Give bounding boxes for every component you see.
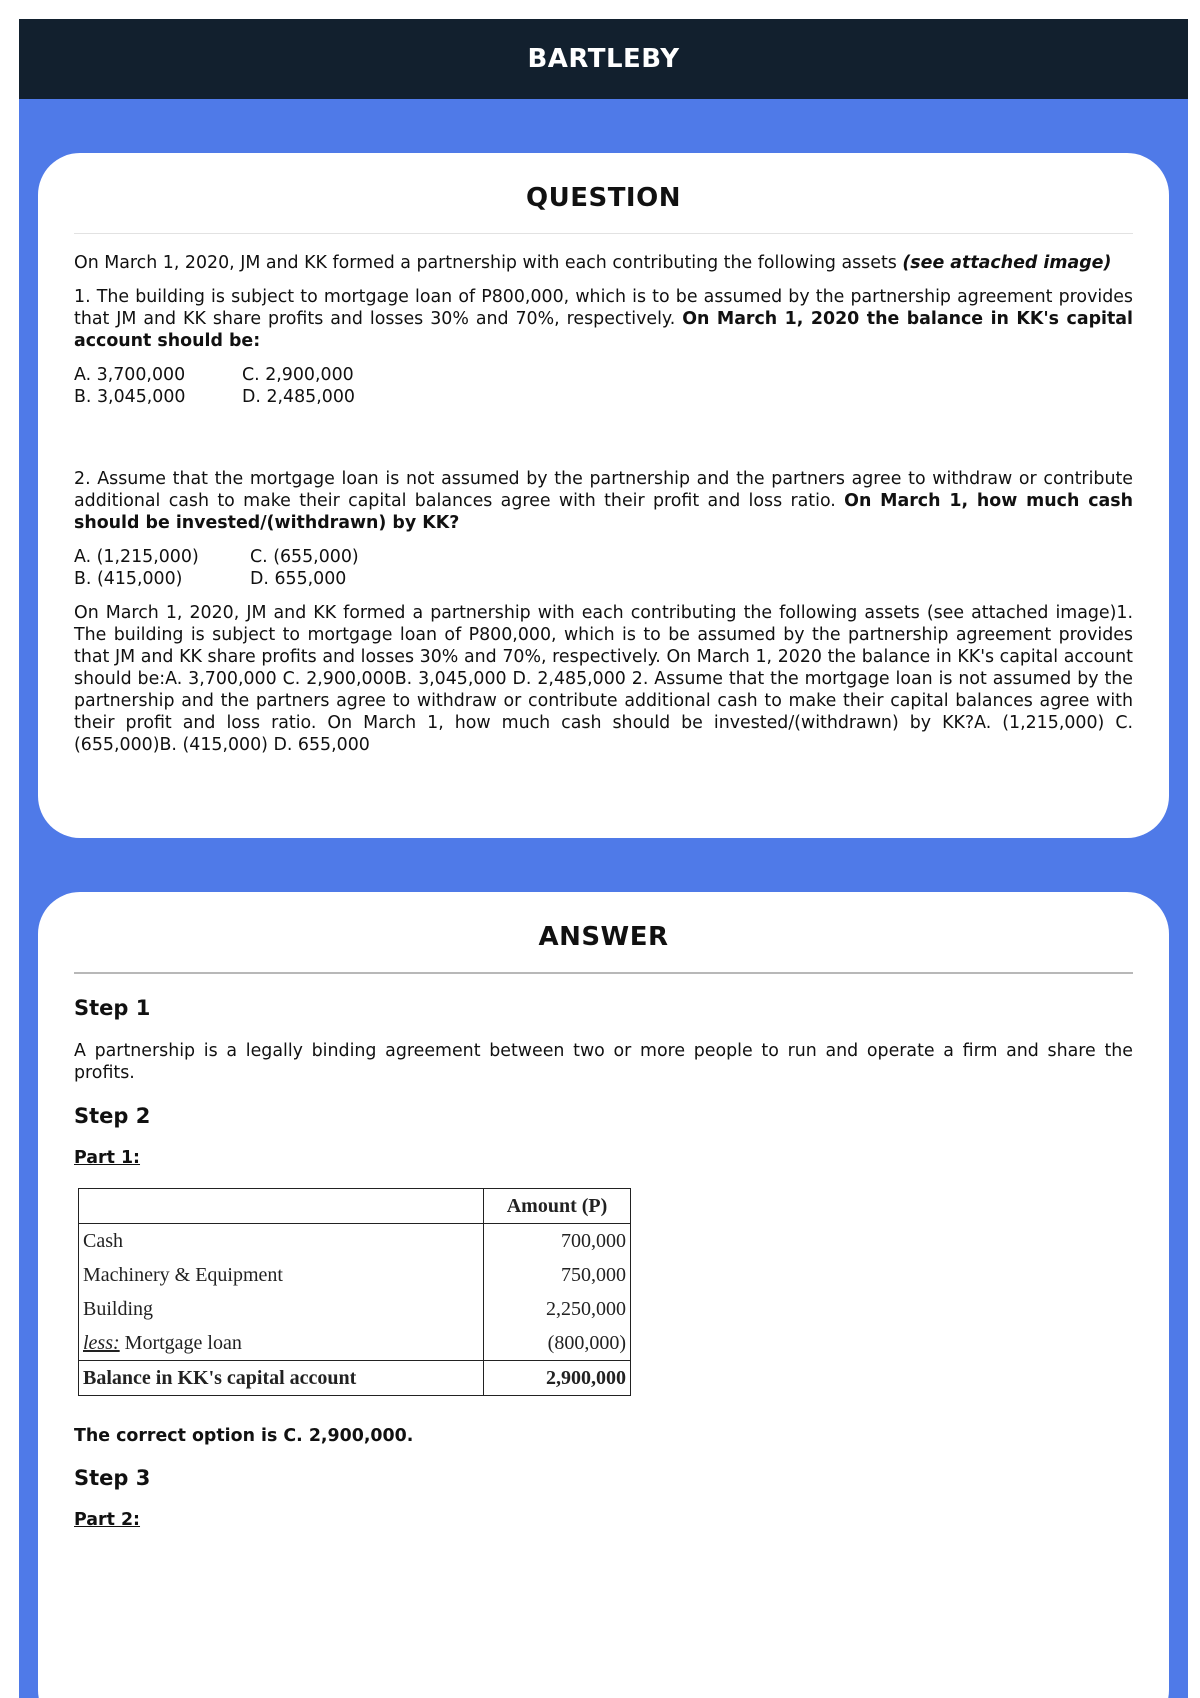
question-divider	[74, 233, 1133, 234]
question-2-prompt: On March 1, how much cash should be invested/(withdrawn) by KK?	[74, 491, 1134, 533]
row-amount: 700,000	[484, 1224, 631, 1259]
page-frame	[19, 19, 1188, 1698]
question-2-options	[74, 546, 1133, 590]
total-label: Balance in KK's capital account	[79, 1361, 484, 1396]
row-label: Building	[79, 1292, 484, 1326]
question-title: QUESTION	[526, 183, 681, 213]
row-label	[79, 1326, 484, 1361]
question-2	[74, 468, 1133, 534]
option: A. 3,700,000	[74, 365, 186, 385]
question-full-text: On March 1, 2020, JM and KK formed a partnership with each contributing the following assets (see attached image)1. The building is subject to mortgage loan of P800,000, which is to be assumed by the partnership agreement provides that JM and KK share profits and losses 30% and 70%, respectively. On March 1, 2020 the balance in KK's capital account should be:A. 3,700,000 C. 2,900,000B. 3,045,000 D. 2,485,000 2. Assume that the mortgage loan is not assumed by the partnership and the partners agree to withdraw or contribute additional cash to make their capital balances agree with their profit and loss ratio. On March 1, how much cash should be invested/(withdrawn) by KK?A. (1,215,000) C. (655,000)B. (415,000) D. 655,000	[74, 603, 1133, 755]
site-header	[19, 19, 1188, 99]
step-1-heading: Step 1	[74, 996, 151, 1020]
question-1	[74, 286, 1133, 352]
table-total-row	[79, 1361, 631, 1396]
site-title: BARTLEBY	[527, 44, 680, 74]
step-1-text: A partnership is a legally binding agreement between two or more people to run and operate a firm and share the profits.	[74, 1041, 1133, 1083]
option: D. 655,000	[250, 569, 347, 589]
row-amount: 750,000	[484, 1258, 631, 1292]
table-header-blank	[79, 1189, 484, 1224]
option: D. 2,485,000	[242, 387, 355, 407]
option: C. 2,900,000	[242, 365, 354, 385]
answer-title: ANSWER	[538, 922, 669, 952]
option: A. (1,215,000)	[74, 547, 199, 567]
table-row	[79, 1224, 631, 1259]
row-amount: 2,250,000	[484, 1292, 631, 1326]
part-2-heading: Part 2:	[74, 1510, 141, 1530]
question-1-text: 1. The building is subject to mortgage loan of P800,000, which is to be assumed by the partnership agreement provides that JM and KK share profits and losses 30% and 70%, respectively.	[74, 287, 1133, 329]
option: B. 3,045,000	[74, 387, 186, 407]
table-header-row	[79, 1189, 631, 1224]
capital-calculation-table	[78, 1188, 631, 1396]
total-amount: 2,900,000	[484, 1361, 631, 1396]
table-row	[79, 1326, 631, 1361]
question-card	[38, 153, 1169, 838]
option: B. (415,000)	[74, 569, 183, 589]
correct-option: The correct option is C. 2,900,000.	[74, 1426, 414, 1446]
question-intro-emphasis: (see attached image)	[902, 253, 1112, 273]
table-row	[79, 1292, 631, 1326]
row-amount: (800,000)	[484, 1326, 631, 1361]
row-label: Cash	[79, 1224, 484, 1259]
row-label-text: Mortgage loan	[119, 1331, 242, 1354]
question-1-options	[74, 364, 1133, 408]
question-intro-text: On March 1, 2020, JM and KK formed a partnership with each contributing the following assets	[74, 253, 903, 273]
answer-divider	[74, 972, 1133, 974]
table-row	[79, 1258, 631, 1292]
question-intro	[74, 252, 1133, 274]
answer-card	[38, 892, 1169, 1698]
row-label: Machinery & Equipment	[79, 1258, 484, 1292]
step-2-heading: Step 2	[74, 1104, 151, 1128]
option: C. (655,000)	[250, 547, 359, 567]
table-header-amount: Amount (P)	[484, 1189, 631, 1224]
step-3-heading: Step 3	[74, 1466, 151, 1490]
less-label: less:	[83, 1331, 120, 1354]
question-2-text: 2. Assume that the mortgage loan is not assumed by the partnership and the partners agree to withdraw or contribute additional cash to make their capital balances agree with their profit and loss ratio.	[74, 469, 1133, 511]
part-1-heading: Part 1:	[74, 1148, 141, 1168]
question-1-prompt: On March 1, 2020 the balance in KK's capital account should be:	[74, 309, 1133, 351]
